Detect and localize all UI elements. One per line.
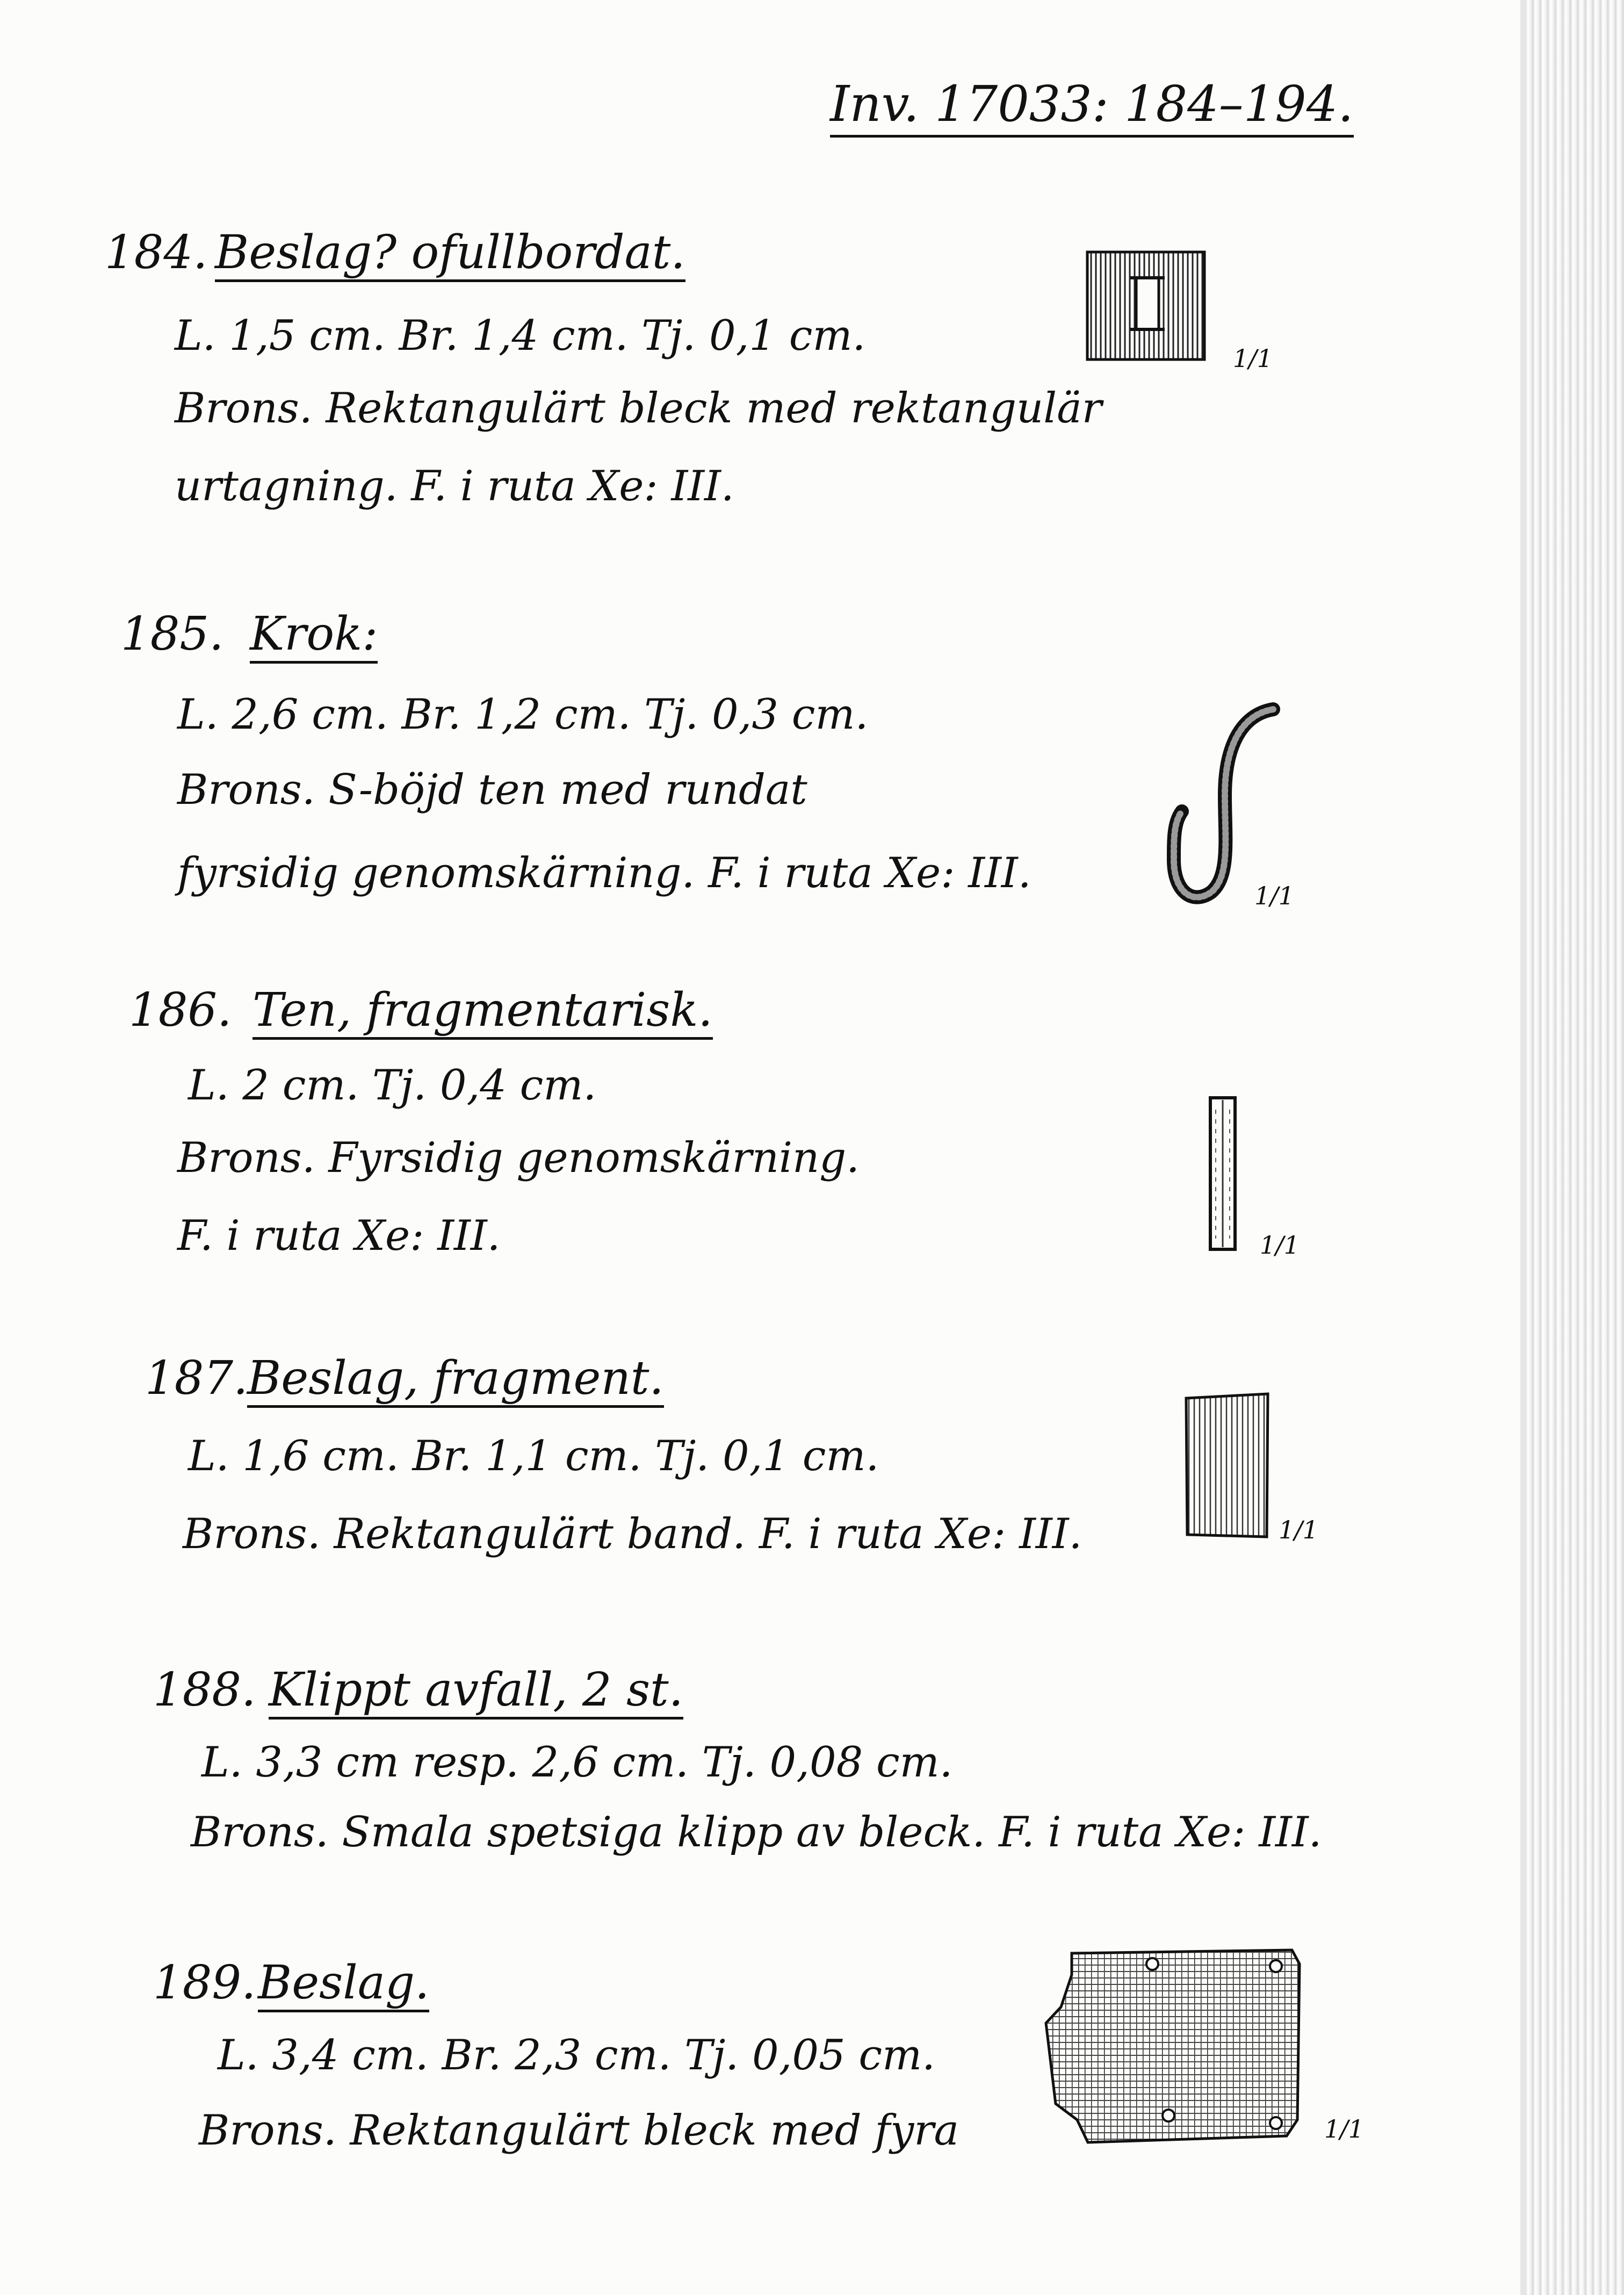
- page-edge-stack: [1520, 0, 1624, 2295]
- scale-label: 1/1: [1260, 1231, 1300, 1260]
- entry-title: Klippt avfall, 2 st.: [269, 1663, 683, 1717]
- entry-description: Brons. Smala spetsiga klipp av bleck. F. i ruta Xe: III.: [191, 1808, 1322, 1857]
- entry-description: Brons. Rektangulärt bleck med rektangulär: [175, 384, 1102, 433]
- entry-description: Brons. Rektangulärt band. F. i ruta Xe: III.: [183, 1510, 1082, 1558]
- band-fragment-drawing: [1182, 1392, 1279, 1542]
- entry-measurements: L. 3,4 cm. Br. 2,3 cm. Tj. 0,05 cm.: [218, 2031, 935, 2080]
- entry-title: Ten, fragmentarisk.: [252, 983, 713, 1037]
- entry-number: 187.: [145, 1351, 248, 1405]
- entry-measurements: L. 2,6 cm. Br. 1,2 cm. Tj. 0,3 cm.: [177, 690, 869, 739]
- entry-measurements: L. 1,6 cm. Br. 1,1 cm. Tj. 0,1 cm.: [188, 1432, 879, 1480]
- scale-label: 1/1: [1279, 1515, 1319, 1544]
- scale-label: 1/1: [1324, 2114, 1365, 2143]
- scale-label: 1/1: [1254, 881, 1295, 910]
- entry-number: 186.: [129, 983, 232, 1037]
- entry-measurements: L. 3,3 cm resp. 2,6 cm. Tj. 0,08 cm.: [201, 1738, 953, 1787]
- entry-number: 184.: [105, 226, 208, 279]
- scale-label: 1/1: [1233, 344, 1273, 373]
- entry-description: urtagning. F. i ruta Xe: III.: [175, 462, 734, 510]
- entry-description: Brons. Rektangulärt bleck med fyra: [199, 2106, 959, 2155]
- entry-measurements: L. 2 cm. Tj. 0,4 cm.: [188, 1061, 597, 1110]
- entry-number: 189.: [153, 1956, 256, 2010]
- entry-measurements: L. 1,5 cm. Br. 1,4 cm. Tj. 0,1 cm.: [175, 312, 866, 360]
- rectangular-plate-drawing: [1085, 250, 1214, 363]
- entry-description: F. i ruta Xe: III.: [177, 1212, 501, 1260]
- entry-number: 188.: [153, 1663, 256, 1717]
- entry-description: Brons. S-böjd ten med rundat: [177, 766, 807, 814]
- rod-fragment-drawing: [1206, 1093, 1244, 1255]
- riveted-plate-drawing: [1040, 1943, 1308, 2147]
- entry-title: Beslag.: [258, 1956, 429, 2010]
- entry-title: Krok:: [250, 607, 378, 661]
- entry-description: Brons. Fyrsidig genomskärning.: [177, 1134, 860, 1182]
- entry-title: Beslag, fragment.: [247, 1351, 664, 1405]
- inventory-number: Inv. 17033: 184–194.: [830, 75, 1354, 138]
- entry-description: fyrsidig genomskärning. F. i ruta Xe: III.: [177, 849, 1031, 897]
- entry-number: 185.: [121, 607, 224, 661]
- entry-title: Beslag? ofullbordat.: [215, 226, 685, 279]
